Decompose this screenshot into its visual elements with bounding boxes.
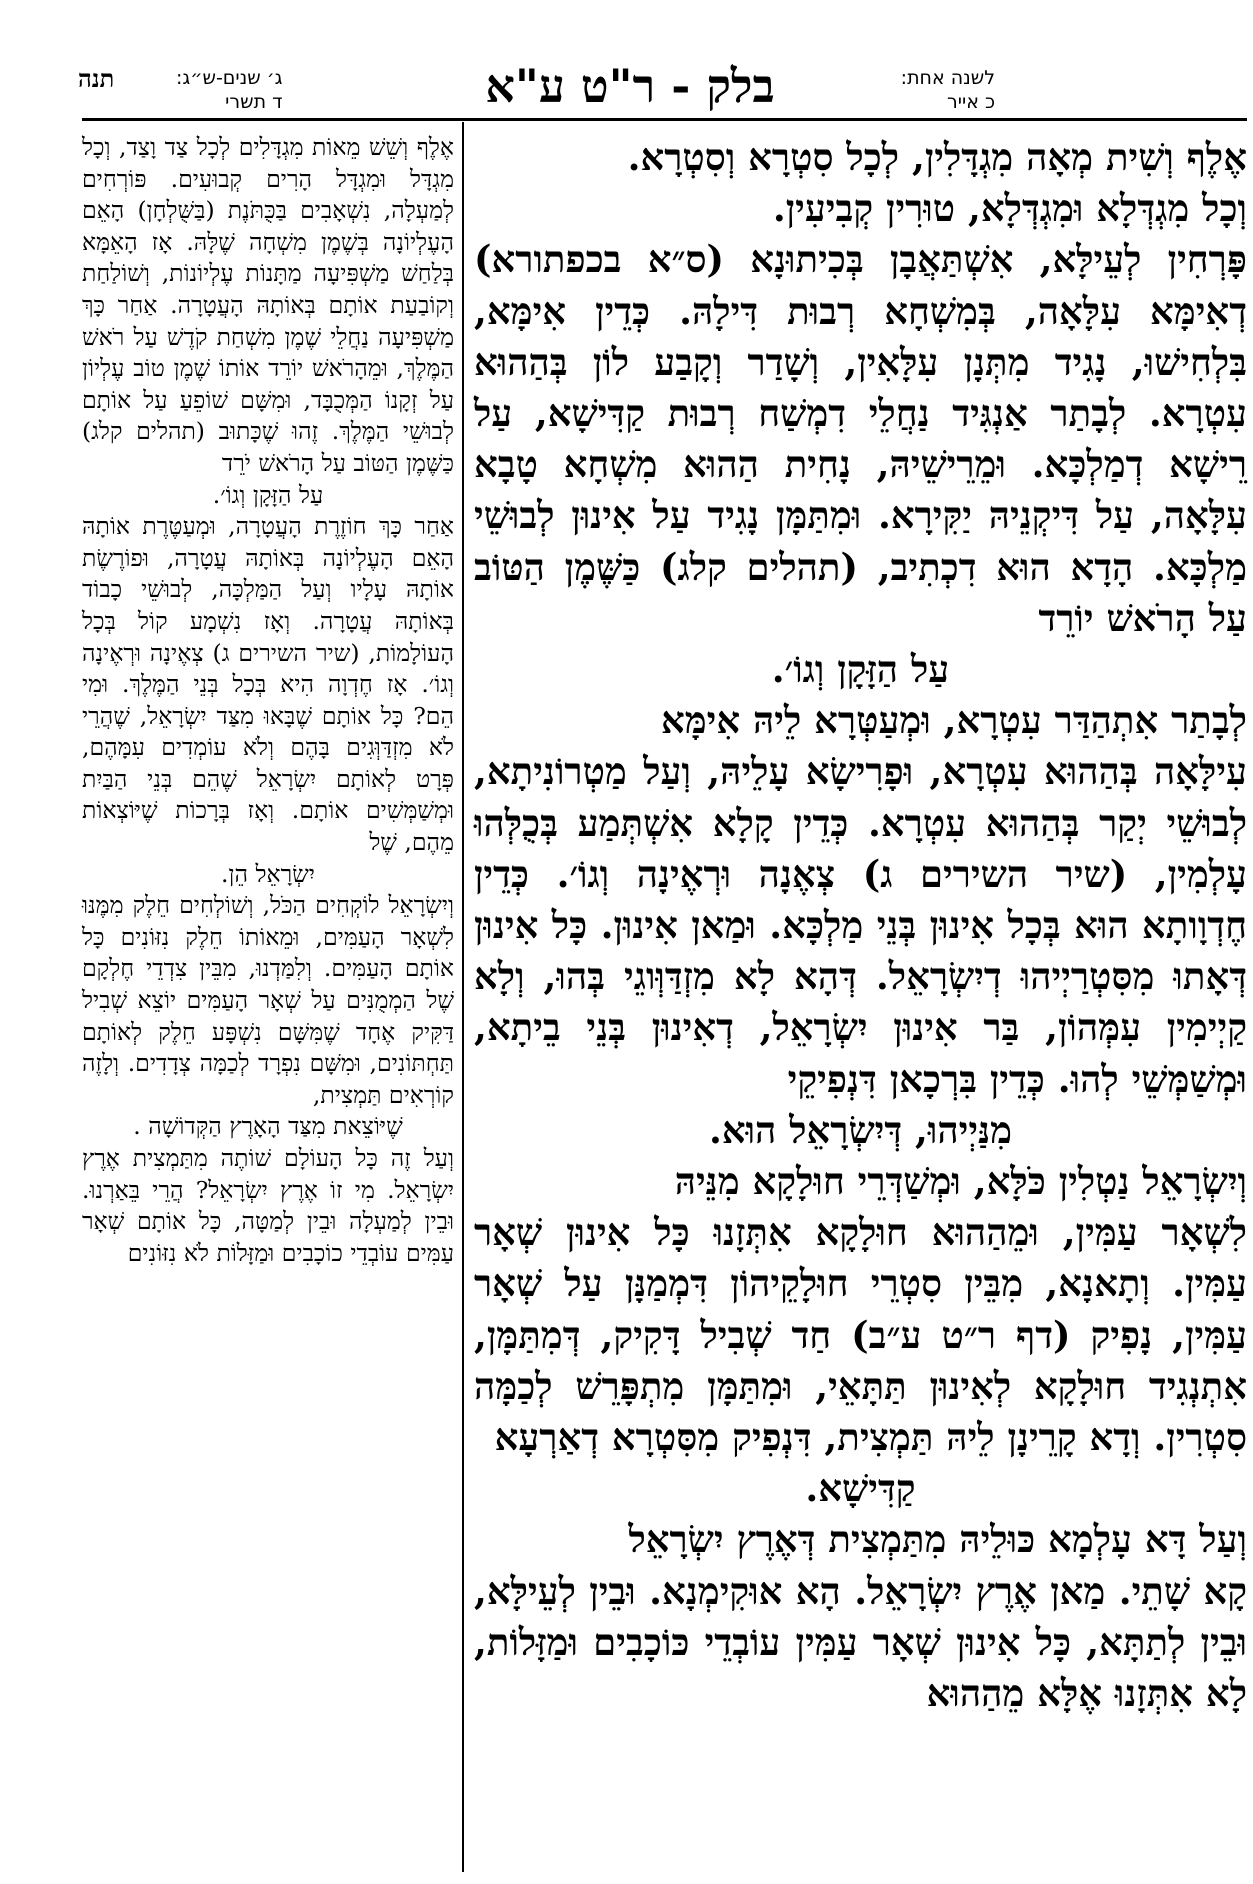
main-paragraph: וְעַל דָּא עָלְמָא כּוּלֵיהּ מִתַּמְצִית דְּאֶרֶץ יִשְׂרָאֵל [628, 1517, 1247, 1562]
main-paragraph: עִילָּאָה בְּהַהוּא עִטְרָא, וּפָרִישָׂא עָלֵיהּ, וְעַל מַטְרוֹנִיתָא, לְבוּשֵׁי יְקַר בְּהַהוּא עִטְרָא. כְּדֵין קָלָא אִשְׁתְּמַע בְּכֻלְּהוּ עָלְמִין, (שיר השירים ג) צְאֶנָה וּרְאֶינָה וְגוֹ׳. כְּדֵין חֶדְוָותָא הוּא בְּכָל אִינוּן בְּנֵי מַלְכָּא. וּמַאן אִינוּן. כָּל אִינוּן דְּאָתוּ מִסִּטְרַיְיהוּ דְיִשְׂרָאֵל. דְּהָא לָא מִזְדַּוְּוגֵי בְּהוּ, וְלָא קַיְימִין עִמְּהוֹן, בַּר אִינוּן יִשְׂרָאֵל, דְאִינוּן בְּנֵי בֵיתָא, וּמְשַׁמְּשֵׁי לְהוּ. כְּדֵין בִּרְכָאן דִּנְפִיקֵי [474, 749, 1247, 1101]
translation-paragraph: וְיִשְׂרָאֵל לוֹקְחִים הַכֹּל, וְשׁוֹלְחִים חֵלֶק מִמֶּנּוּ לִשְׁאָר הָעַמִּים, וּמֵאוֹתוֹ חֵלֶק נִזּוֹנִים כָּל אוֹתָם הָעַמִּים. וְלִמַּדְנוּ, מִבֵּין צִדְדֵי חֶלְקָם שֶׁל הַמְמֻנִּים עַל שְׁאָר הָעַמִּים יוֹצֵא שְׁבִיל דַּקִּיק אֶחָד שֶׁמִּשָּׁם נִשְׁפָּע חֵלֶק לְאוֹתָם תַּחְתּוֹנִים, וּמִשָּׁם נִפְרָד לְכַמָּה צְדָדִים. וְלָזֶה קוֹרְאִים תַּמְצִית, [82, 891, 454, 1109]
right-note-line-2: כ אייר [946, 91, 995, 113]
left-note-line-1: ג׳ שנים-ש״ג: [176, 67, 283, 89]
hebrew-translation-column [82, 132, 454, 1269]
translation-paragraph-end: שֶׁיּוֹצֵאת מִצַּד הָאָרֶץ הַקְּדוֹשָׁה . [133, 1112, 403, 1141]
left-calendar-note [176, 66, 283, 114]
header-rule [82, 118, 1247, 121]
page-header [0, 58, 1253, 120]
main-paragraph: לְבָתַר אִתְהַדַּר עִטְרָא, וּמְעַטְּרָא לֵיהּ אִימָּא [660, 698, 1247, 743]
main-paragraph: קָא שָׁתֵי. מַאן אֶרֶץ יִשְׂרָאֵל. הָא אוּקִימְנָא. וּבֵין לְעֵילָּא, וּבֵין לְתַתָּא, כָּל אִינוּן שְׁאָר עַמִּין עוֹבְדֵי כּוֹכָבִים וּמַזָּלוֹת, לָא אִתְּזָנוּ אֶלָּא מֵהַהוּא [474, 1568, 1247, 1716]
folio-number: תנה [78, 64, 115, 93]
translation-paragraph: וְעַל זֶה כָּל הָעוֹלָם שׁוֹתֶה מִתַּמְצִית אֶרֶץ יִשְׂרָאֵל. מִי זוֹ אֶרֶץ יִשְׂרָאֵל? הֲרֵי בֵּאַרְנוּ. וּבֵין לְמַעְלָה וּבֵין לְמַטָּה, כָּל אוֹתָם שְׁאָר עַמִּים עוֹבְדֵי כוֹכָבִים וּמַזָּלוֹת לֹא נִזּוֹנִים [82, 1144, 454, 1267]
main-paragraph-end: קַדִּישָׁא. [805, 1466, 916, 1511]
right-note-line-1: לשנה אחת: [900, 67, 995, 89]
main-paragraph: אֶלֶף וְשִׁית מְאָה מִגְדָּלִין, לְכָל סִטְרָא וְסִטְרָא. [627, 135, 1247, 179]
right-calendar-note [901, 66, 995, 114]
left-note-line-2: ד תשרי [225, 91, 283, 113]
main-paragraph: וְיִשְׂרָאֵל נַטְלִין כֹּלָּא, וּמְשַׁדְּרֵי חוּלָקָא מִנֵּיהּ [674, 1159, 1247, 1204]
aramaic-column [474, 132, 1247, 1719]
main-paragraph: לִשְׁאָר עַמִּין, וּמֵהַהוּא חוּלָקָא אִתְּזָנוּ כָּל אִינוּן שְׁאָר עַמִּין. וְתָאנָא, מִבֵּין סִטְרֵי חוּלָקֵיהוֹן דִּמְמַנָּן עַל שְׁאָר עַמִּין, נָפִיק (דף ר״ט ע״ב) חַד שְׁבִיל דָּקִיק, דְּמִתַּמָּן, אִתְנְגִיד חוּלָקָא לְאִינוּן תַּתָּאֵי, וּמִתַּמָּן מִתְפָּרֵשׁ לְכַמָּה סִטְרִין. וְדָא קָרֵינָן לֵיהּ תַּמְצִית, דִּנְפִיק מִסִּטְרָא דְאַרְעָא [474, 1210, 1247, 1460]
main-paragraph: פָּרְחִין לְעֵילָּא, אִשְׁתַּאֲבָן בְּכִיתוּנָא (ס״א בכפתורא) דְאִימָּא עִלָּאָה, בְּמִשְׁחָא רְבוּת דִּילָהּ. כְּדֵין אִימָּא, בִּלְחִישׁוּ, נָגִיד מִתְּנָן עִלָּאִין, וְשָׁדַר וְקָבַע לוֹן בְּהַהוּא עִטְרָא. לְבָתַר אַנְגִּיד נַחֲלֵי דִמְשַׁח רְבוּת קַדִּישָׁא, עַל רֵישָׁא דְמַלְכָּא. וּמֵרֵישֵׁיהּ, נָחִית הַהוּא מִשְׁחָא טָבָא עִלָּאָה, עַל דִּיקְנֵיהּ יַקִּירָא. וּמִתַּמָּן נָגִיד עַל אִינוּן לְבוּשֵׁי מַלְכָּא. הָדָא הוּא דִכְתִיב, (תהלים קלג) כַּשֶּׁמֶן הַטּוֹב עַל הָרֹאשׁ יוֹרֵד [474, 237, 1247, 640]
main-paragraph: וְכָל מִגְדְּלָא וּמִגְדְּלָא, טוּרִין קְבִיעִין. [772, 186, 1247, 231]
translation-paragraph-end: עַל הַזָּקָן וְגוֹ׳. [212, 480, 324, 509]
translation-paragraph: אַחַר כָּךְ חוֹזֶרֶת הָעֲטָרָה, וּמְעַטֶּרֶת אוֹתָהּ הָאֵם הָעֶלְיוֹנָה בְּאוֹתָהּ עֲטָרָה, וּפוֹרֶשֶׂת אוֹתָהּ עָלָיו וְעַל הַמַּלְכָּה, לְבוּשֵׁי כָבוֹד בְּאוֹתָהּ עֲטָרָה. וְאָז נִשְׁמָע קוֹל בְּכָל הָעוֹלָמוֹת, (שיר השירים ג) צְאֶינָה וּרְאֶינָה וְגוֹ׳. אָז חֶדְוָה הִיא בְּכָל בְּנֵי הַמֶּלֶךְ. וּמִי הֵם? כָּל אוֹתָם שֶׁבָּאוּ מִצַּד יִשְׂרָאֵל, שֶׁהֲרֵי לֹא מִזְדַּוְּגִים בָּהֶם וְלֹא עוֹמְדִים עִמָּהֶם, פְּרָט לְאוֹתָם יִשְׂרָאֵל שֶׁהֵם בְּנֵי הַבַּיִת וּמְשַׁמְּשִׁים אוֹתָם. וְאָז בְּרָכוֹת שֶׁיּוֹצְאוֹת מֵהֶם, שֶׁל [82, 512, 454, 857]
main-paragraph-end: עַל הַזָּקָן וְגוֹ׳. [771, 647, 950, 692]
page-title: בלק - ר"ט ע"א [485, 59, 775, 113]
main-paragraph-end: מִנַּיְיהוּ, דְּיִשְׂרָאֵל הוּא. [708, 1107, 1013, 1152]
translation-paragraph-end: יִשְׂרָאֵל הֵן. [221, 859, 315, 888]
column-divider [462, 122, 464, 1872]
translation-paragraph: אֶלֶף וְשֵׁשׁ מֵאוֹת מִגְדָּלִים לְכָל צַד וָצַד, וְכָל מִגְדָּל וּמִגְדָּל הָרִים קְבוּעִים. פּוֹרְחִים לְמַעְלָה, נִשְׁאָבִים בַּכֻּתֹּנֶת (בַּשֻּׁלְחָן) הָאֵם הָעֶלְיוֹנָה בְּשֶׁמֶן מִשְׁחָה שֶׁלָּהּ. אָז הָאֵמָּא בְּלַחַשׁ מַשְׁפִּיעָה מַתָּנוֹת עֶלְיוֹנוֹת, וְשׁוֹלַחַת וְקוֹבַעַת אוֹתָם בְּאוֹתָהּ הָעֲטָרָה. אַחַר כָּךְ מַשְׁפִּיעָה נַחֲלֵי שֶׁמֶן מִשְׁחַת קֹדֶשׁ עַל רֹאשׁ הַמֶּלֶךְ, וּמֵהָרֹאשׁ יוֹרֵד אוֹתוֹ שֶׁמֶן טוֹב עֶלְיוֹן עַל זְקָנוֹ הַמְּכֻבָּד, וּמִשָּׁם שׁוֹפֵעַ עַל אוֹתָם לְבוּשֵׁי הַמֶּלֶךְ. זֶהוּ שֶׁכָּתוּב (תהלים קלג) כַּשֶּׁמֶן הַטּוֹב עַל הָרֹאשׁ יֹרֵד [82, 133, 454, 477]
